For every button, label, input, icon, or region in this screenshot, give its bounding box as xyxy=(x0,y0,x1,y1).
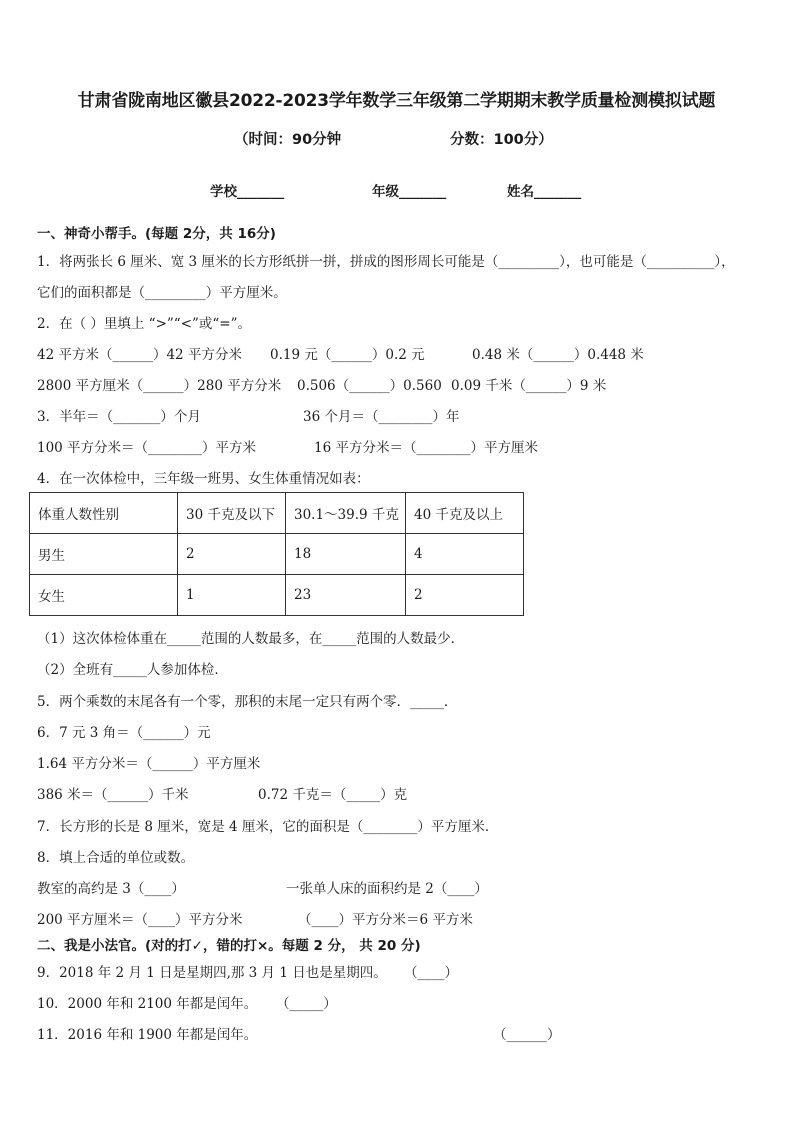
question-10: 10．2000 年和 2100 年都是闰年。 xyxy=(37,996,258,1012)
exam-time: （时间：90分钟 xyxy=(234,132,342,148)
question-1-line-2: 它们的面积都是（_________）平方厘米。 xyxy=(37,285,287,301)
question-2-item: 2800 平方厘米（______）280 平方分米 xyxy=(37,378,282,394)
question-7: 7．长方形的长是 8 厘米，宽是 4 厘米，它的面积是（________）平方厘米． xyxy=(37,819,499,835)
question-6-item: 0.72 千克＝（_____）克 xyxy=(258,787,408,803)
question-6-item: 386 米＝（______）千米 xyxy=(37,787,189,803)
question-3-item: 100 平方分米＝（________）平方米 xyxy=(37,440,257,456)
question-2-item: 0.19 元（______）0.2 元 xyxy=(270,347,425,363)
answer-blank: （____） xyxy=(404,965,458,981)
table-cell: 男生 xyxy=(30,534,178,575)
question-8-item: 200 平方厘米＝（____）平方分米 xyxy=(37,912,243,928)
table-header-cell: 30 千克及以下 xyxy=(178,493,286,534)
answer-blank: （______） xyxy=(493,1027,561,1043)
table-cell: 1 xyxy=(178,575,286,616)
table-header-cell: 40 千克及以上 xyxy=(406,493,524,534)
question-8-item: 一张单人床的面积约是 2（____） xyxy=(286,881,488,897)
grade-field: 年级_______ xyxy=(372,184,447,200)
name-field: 姓名_______ xyxy=(507,184,582,200)
table-cell: 2 xyxy=(178,534,286,575)
section-heading-1: 一、神奇小帮手。(每题 2分，共 16分) xyxy=(37,226,276,242)
question-4-sub-2: （2）全班有_____人参加体检． xyxy=(37,662,228,678)
question-6-line-1: 6．7 元 3 角＝（______）元 xyxy=(37,725,211,741)
question-4-sub-1: （1）这次体检体重在_____范围的人数最多，在_____范围的人数最少． xyxy=(37,631,465,647)
table-cell: 4 xyxy=(406,534,524,575)
question-8-item: 教室的高约是 3（____） xyxy=(37,881,185,897)
question-6-line-2: 1.64 平方分米＝（______）平方厘米 xyxy=(37,756,261,772)
question-3-item: 36 个月＝（________）年 xyxy=(303,409,460,425)
page-title: 甘肃省陇南地区徽县2022-2023学年数学三年级第二学期期末教学质量检测模拟试题 xyxy=(77,91,716,111)
exam-score: 分数：100分） xyxy=(450,132,553,148)
table-header-cell: 体重人数性别 xyxy=(30,493,178,534)
table-cell: 2 xyxy=(406,575,524,616)
question-2-item: 0.09 千米（______）9 米 xyxy=(451,378,607,394)
question-8-item: （____）平方分米＝6 平方米 xyxy=(298,912,473,928)
school-field: 学校_______ xyxy=(210,184,285,200)
question-2: 2．在（ ）里填上 “>”“<”或“=”。 xyxy=(37,316,252,332)
table-cell: 女生 xyxy=(30,575,178,616)
question-9: 9．2018 年 2 月 1 日是星期四,那 3 月 1 日也是星期四。 xyxy=(37,965,387,981)
weight-table xyxy=(29,492,524,616)
table-header-cell: 30.1～39.9 千克 xyxy=(286,493,406,534)
question-2-item: 0.48 米（______）0.448 米 xyxy=(472,347,644,363)
table-cell: 23 xyxy=(286,575,406,616)
question-11: 11．2016 年和 1900 年都是闰年。 xyxy=(37,1027,258,1043)
question-1-line-1: 1．将两张长 6 厘米、宽 3 厘米的长方形纸拼一拼，拼成的图形周长可能是（_________），也可能是（__________）， xyxy=(37,254,735,270)
question-8: 8．填上合适的单位或数。 xyxy=(37,850,195,866)
table-header-row xyxy=(30,493,524,534)
question-5: 5．两个乘数的末尾各有一个零，那积的末尾一定只有两个零．_____． xyxy=(37,694,458,710)
question-3-item: 16 平方分米＝（________）平方厘米 xyxy=(314,440,538,456)
question-2-item: 42 平方米（______）42 平方分米 xyxy=(37,347,242,363)
question-4: 4．在一次体检中，三年级一班男、女生体重情况如表： xyxy=(37,471,370,487)
table-row xyxy=(30,575,524,616)
table-cell: 18 xyxy=(286,534,406,575)
question-2-item: 0.506（______）0.560 xyxy=(297,378,442,394)
answer-blank: （_____） xyxy=(276,996,337,1012)
table-row xyxy=(30,534,524,575)
question-3-item: 3．半年＝（_______）个月 xyxy=(37,409,201,425)
section-heading-2: 二、我是小法官。(对的打✓，错的打×。每题 2 分， 共 20 分) xyxy=(37,938,421,954)
